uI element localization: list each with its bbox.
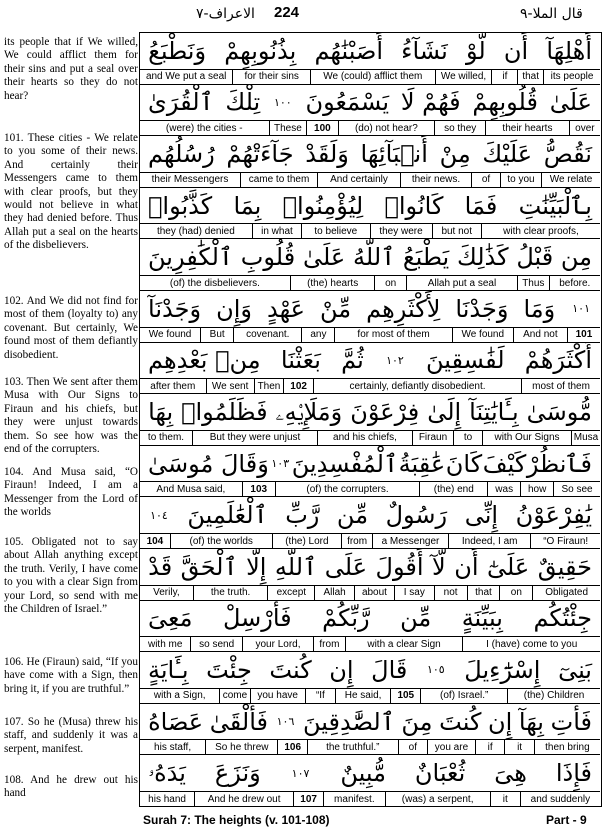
english-row [140, 328, 600, 343]
english-row [140, 792, 600, 807]
arabic-word: بِـَٔايَٰتِنَآ [469, 397, 519, 426]
arabic-word: كُنتَ [439, 707, 482, 736]
english-row [140, 740, 600, 755]
gloss-cell: with clear proofs, [481, 224, 600, 238]
gloss-cell: (the) Children [507, 689, 600, 703]
arabic-word: لَّآ [432, 552, 446, 581]
arabic-word: مِنَ [401, 707, 433, 736]
gloss-cell: their Messengers [151, 174, 229, 186]
arabic-word: جَآءَتْهُمْ [226, 139, 294, 168]
gloss-cell: with a Sign, [153, 690, 206, 702]
gloss-cell: with Our Signs [482, 431, 571, 445]
gloss-cell: So he threw [205, 740, 277, 754]
gloss-cell: so they [434, 121, 485, 135]
arabic-row [140, 33, 600, 70]
translation-column [4, 36, 138, 806]
arabic-word: مُّوسَىٰ [526, 397, 592, 426]
arabic-word: كَانَ [445, 449, 483, 478]
arabic-row [140, 704, 600, 741]
gloss-cell: (do) not hear? [338, 121, 435, 135]
arabic-word: عَٰقِبَةُ [398, 449, 446, 478]
arabic-word: أَصَبْنَٰهُم [314, 36, 384, 65]
gloss-cell: then bring [534, 740, 600, 754]
gloss-cell: manifest. [323, 792, 384, 806]
verse-number: 104. [4, 466, 24, 478]
surah-title: Surah 7: The heights (v. 101-108) [143, 813, 330, 827]
gloss-cell: Allah [314, 586, 354, 600]
arabic-word: فَأَلْقَىٰ [209, 707, 268, 736]
translation-verse [4, 466, 138, 520]
verse-text: Obligated not to say about Allah anything except the truth. Verily, I have come to you with a clear Sign from your Lord, so send with me the Children of Israel.” [4, 536, 139, 616]
arabic-word: قُلُوبِهِمْ [472, 88, 538, 117]
translation-verse [4, 132, 138, 253]
arabic-word: وَجَدْنَا [455, 294, 509, 323]
gloss-cell: And not [513, 328, 567, 342]
gloss-cell: except [267, 586, 314, 600]
part-label: Part - 9 [546, 813, 587, 827]
gloss-cell: of [398, 740, 427, 754]
translation-verse [4, 774, 138, 801]
gloss-cell: I (have) come to you [462, 637, 600, 651]
arabic-word: رَّبِّ [285, 501, 320, 530]
gloss-cell: in what [252, 224, 301, 238]
arabic-word: وَنَزَعَ [214, 759, 261, 788]
gloss-cell: 105 [390, 689, 420, 703]
gloss-cell: (were) the cities - [165, 122, 243, 134]
arabic-row [140, 755, 600, 792]
gloss-cell: they were [370, 224, 432, 238]
verse-number: 103. [4, 376, 24, 388]
arabic-word: فَمَا [464, 191, 498, 220]
verse-number: 107. [4, 716, 24, 728]
gloss-cell: before. [549, 276, 600, 290]
gloss-cell: (was) a serpent, [385, 792, 490, 806]
arabic-word: رَّبِّكُمْ [322, 604, 370, 633]
gloss-cell: it [504, 740, 533, 754]
translation-verse [4, 656, 138, 696]
arabic-word: مِّن [336, 501, 369, 530]
verse-text: These cities - We relate to you some of their news. And certainly their Messengers came to them with clear proofs, but they would not believe in what they had denied before. Thus Allah put a seal on the hearts of the disbelievers. [4, 132, 138, 252]
gloss-cell: over [569, 121, 600, 135]
arabic-word: جِئْتَ [206, 655, 252, 684]
arabic-word: فَهُمْ لَا [400, 88, 461, 117]
english-row [140, 224, 600, 239]
verse-number: 105. [4, 536, 24, 548]
gloss-cell: “If [305, 689, 335, 703]
arabic-word: ٱلْقُرَىٰ [148, 88, 214, 117]
arabic-word: ٱلْعَٰلَمِينَ [187, 501, 268, 530]
arabic-word: لَّوْ [466, 36, 486, 65]
gloss-cell: We (could) afflict them [310, 70, 434, 84]
arabic-row [140, 394, 600, 431]
arabic-row [140, 446, 600, 483]
english-row [140, 431, 600, 446]
arabic-word: فَأْتِ [550, 707, 592, 736]
gloss-cell: his staff, [154, 741, 192, 753]
english-row [140, 173, 600, 188]
page-number: 224 [274, 4, 300, 21]
arabic-word: مَعِىَ [148, 604, 193, 633]
arabic-word: ٱلْمُفْسِدِينَ [291, 449, 399, 478]
gloss-cell: 107 [293, 792, 323, 806]
gloss-cell: But [200, 328, 233, 342]
verse-number: 108. [4, 774, 24, 786]
arabic-word: مِّنْ [320, 294, 352, 323]
gloss-cell: from [341, 534, 372, 548]
arabic-word: مِنۢ بَعْدِهِم [148, 346, 261, 375]
english-row [140, 534, 600, 549]
arabic-word: مِنْ [439, 139, 471, 168]
english-row [140, 379, 600, 394]
arabic-word: عَلَيْكَ [482, 139, 533, 168]
gloss-cell: He said, [335, 689, 390, 703]
arabic-word: بِمَا [233, 191, 262, 220]
arabic-word: مِن قَبْلُ [516, 243, 592, 272]
gloss-cell: the truthful.” [307, 740, 398, 754]
verse-marker: ١٠٢ [386, 353, 404, 367]
gloss-cell: you have [250, 689, 305, 703]
verse-text: its people that if We willed, We could afflict them for their sins and put a seal over their hearts so they do not hear? [4, 36, 138, 102]
arabic-word: نَشَآءُ [401, 36, 448, 65]
verse-marker: ١٠٥ [426, 663, 445, 677]
gloss-cell: it [490, 792, 520, 806]
arabic-word: رَسُولٌ [385, 501, 448, 530]
arabic-word: أَنۢبَآئِهَا [360, 139, 428, 168]
arabic-word: قَدْ [148, 552, 173, 581]
gloss-cell: that [467, 586, 500, 600]
arabic-word: وَقَالَ مُوسَىٰ [148, 449, 269, 478]
arabic-word: ثُمَّ [341, 346, 364, 375]
gloss-cell: any [301, 328, 334, 342]
english-row [140, 276, 600, 291]
translation-verse [4, 295, 138, 362]
arabic-word: فِرْعَوْنَ [350, 397, 420, 426]
verse-text: And he drew out his hand [4, 774, 138, 800]
arabic-word: نَقُصُّ [543, 139, 592, 168]
arabic-word: فَأَرْسِلْ [222, 604, 292, 633]
gloss-cell: their hearts [485, 121, 569, 135]
arabic-word: بِبَيِّنَةٍ [461, 604, 503, 633]
arabic-word: عَصَاهُ [148, 707, 204, 736]
english-row [140, 121, 600, 136]
arabic-word: كَيْفَ [482, 449, 527, 478]
gloss-cell: Then [254, 379, 284, 393]
arabic-word: ثُعْبَانٌ [414, 759, 466, 788]
gloss-cell: about [354, 586, 394, 600]
gloss-cell: to [453, 431, 482, 445]
gloss-cell: 103 [242, 482, 275, 496]
gloss-cell: so send [190, 637, 241, 651]
gloss-cell: not [434, 586, 467, 600]
gloss-cell: Indeed, I am [448, 534, 530, 548]
arabic-word: أَن [503, 36, 529, 65]
gloss-cell: to believe [301, 224, 369, 238]
arabic-word: لَفَٰسِقِينَ [426, 346, 505, 375]
gloss-cell: (the) hearts [290, 276, 375, 290]
gloss-cell: after them [150, 380, 196, 392]
gloss-cell: Thus [517, 276, 549, 290]
gloss-cell: a Messenger [372, 534, 448, 548]
arabic-word: كَانُوا۟ [384, 191, 444, 220]
gloss-cell: We willed, [435, 70, 492, 84]
arabic-row [140, 291, 600, 328]
arabic-word: عَلَى ٱللَّهِ [274, 552, 368, 581]
arabic-word: بِذُنُوبِهِمْ [224, 36, 297, 65]
verse-marker: ١٠٤ [150, 508, 168, 522]
arabic-word: أَن [454, 552, 479, 581]
arabic-word: إِسْرَٰٓءِيلَ [464, 655, 541, 684]
surah-label: الاعراف-٧ [196, 6, 255, 22]
english-row [140, 70, 600, 85]
arabic-word: وَجَدْنَآ [148, 294, 202, 323]
verse-marker: ١٠٠ [273, 95, 292, 109]
verse-marker: ١٠٦ [276, 715, 295, 729]
gloss-cell: And Musa said, [156, 483, 226, 495]
arabic-word: بِٱلْبَيِّنَٰتِ [518, 191, 592, 220]
gloss-cell: and suddenly [520, 792, 600, 806]
gloss-cell: covenant. [233, 328, 301, 342]
arabic-word: بَنِىٓ [558, 655, 592, 684]
gloss-cell: 104 [146, 535, 164, 547]
arabic-word: وَمَلَإِي۟هِۦ [275, 397, 343, 426]
english-row [140, 586, 600, 601]
gloss-cell: how [520, 482, 553, 496]
arabic-word: رُسُلُهُم [148, 139, 215, 168]
arabic-word: أَكْثَرَهُمْ [524, 346, 592, 375]
gloss-cell: certainly, defiantly disobedient. [313, 379, 521, 393]
arabic-word: بَعَثْنَا [280, 346, 321, 375]
gloss-cell: to them. [147, 432, 185, 444]
arabic-word: مُّبِينٌ [340, 759, 386, 788]
verse-number: 102. [4, 295, 24, 307]
gloss-cell: you are [427, 740, 475, 754]
gloss-cell: and We put a seal [145, 71, 227, 83]
arabic-word: أَقُولَ [375, 552, 424, 581]
gloss-cell: and his chiefs, [317, 431, 412, 445]
gloss-cell: 100 [306, 121, 337, 135]
translation-verse [4, 36, 138, 103]
arabic-row [140, 239, 600, 276]
gloss-cell: Firaun [412, 431, 453, 445]
gloss-cell: to you [500, 173, 541, 187]
gloss-cell: but not [432, 224, 481, 238]
translation-verse [4, 376, 138, 456]
gloss-cell: most of them [521, 379, 600, 393]
arabic-row [140, 549, 600, 586]
gloss-cell: We found [452, 328, 513, 342]
gloss-cell: But they were unjust [192, 431, 317, 445]
arabic-word: وَنَطْبَعُ [148, 36, 207, 65]
gloss-cell: (of) the worlds [170, 534, 272, 548]
arabic-word: يَسْمَعُونَ [305, 88, 390, 117]
arabic-word: ٱلْكَٰفِرِينَ [148, 243, 233, 272]
arabic-word: مِّن [400, 604, 432, 633]
arabic-word: بِـَٔايَةٍ [148, 655, 189, 684]
arabic-word: لِيُؤْمِنُوا۟ [282, 191, 364, 220]
verse-marker: ١٠١ [572, 302, 590, 316]
gloss-cell: Musa [571, 431, 600, 445]
gloss-cell: the truth. [193, 586, 268, 600]
gloss-cell: its people [543, 70, 600, 84]
gloss-cell: with me [147, 638, 183, 650]
arabic-row [140, 652, 600, 689]
arabic-word: كَذَٰلِكَ [457, 243, 509, 272]
arabic-word: إِلَّا [246, 552, 267, 581]
verse-text: He (Firaun) said, “If you have come with a Sign, then bring it, if you are truthful.” [4, 656, 138, 695]
arabic-row [140, 85, 600, 122]
gloss-cell: came to them [240, 173, 317, 187]
arabic-word: عَلَىٰ [549, 88, 592, 117]
verse-marker: ١٠٧ [291, 766, 310, 780]
gloss-cell: We found [148, 329, 192, 341]
english-row [140, 482, 600, 497]
translation-verse [4, 536, 138, 616]
arabic-word: إِلَىٰ [427, 397, 462, 426]
arabic-word: فَٱنظُرْ [526, 449, 592, 478]
gloss-cell: your Lord, [242, 637, 313, 651]
juz-label: قال الملا-٩ [520, 6, 583, 22]
gloss-cell: I say [394, 586, 434, 600]
gloss-cell: on [374, 276, 406, 290]
arabic-word: فَإِذَا [555, 759, 592, 788]
gloss-cell: Verily, [153, 587, 180, 599]
arabic-word: وَلَقَدْ [305, 139, 349, 168]
gloss-cell: that [517, 70, 543, 84]
arabic-row [140, 136, 600, 173]
gloss-cell: of [471, 173, 500, 187]
gloss-cell: (the) end [419, 482, 487, 496]
verse-number: 101. [4, 132, 24, 144]
gloss-cell: (the) Lord [272, 534, 342, 548]
arabic-word: كَذَّبُوا۟ [148, 191, 213, 220]
arabic-word: تِلْكَ [225, 88, 261, 117]
arabic-word: قَالَ [371, 655, 408, 684]
arabic-word: وَمَا [523, 294, 556, 323]
gloss-cell: (of) the disbelievers. [169, 277, 260, 289]
gloss-cell: So see [553, 482, 600, 496]
arabic-word: عَلَىٰٓ [486, 552, 530, 581]
arabic-word: ٱلصَّٰدِقِينَ [302, 707, 395, 736]
gloss-cell: their news. [400, 173, 471, 187]
arabic-word: حَقِيقٌ [537, 552, 592, 581]
gloss-cell: These [269, 121, 307, 135]
gloss-cell: We relate [541, 173, 600, 187]
word-by-word-grid [139, 32, 602, 807]
gloss-cell: with a clear Sign [345, 637, 463, 651]
gloss-cell: Allah put a seal [406, 276, 517, 290]
gloss-cell: 101 [567, 328, 600, 342]
verse-marker: ١٠٣ [271, 457, 290, 471]
verse-text: Then We sent after them Musa with Our Signs to Firaun and his chiefs, but they were unjust towards them. So see how was the end of the corrupters. [4, 376, 138, 456]
arabic-word: هِىَ [494, 759, 527, 788]
gloss-cell: Obligated [532, 586, 600, 600]
gloss-cell: 102 [283, 379, 313, 393]
gloss-cell: And he drew out [194, 792, 293, 806]
arabic-word: فَظَلَمُوا۟ [181, 397, 268, 426]
translation-verse [4, 716, 138, 756]
arabic-word: عَلَىٰ [302, 243, 346, 272]
arabic-word: يَطْبَعُ ٱللَّهُ [353, 243, 450, 272]
gloss-cell: they (had) denied [156, 225, 235, 237]
gloss-cell: (of) the corrupters. [275, 482, 420, 496]
gloss-cell: for most of them [334, 328, 451, 342]
arabic-word: قُلُوبِ [240, 243, 296, 272]
arabic-word: يَدَهُۥ [148, 759, 186, 788]
arabic-row [140, 497, 600, 534]
gloss-cell: (of) Israel.” [420, 689, 507, 703]
arabic-word: لِأَكْثَرِهِم [366, 294, 441, 323]
arabic-word: إِن [329, 655, 354, 684]
arabic-word: عَهْدٍ [266, 294, 305, 323]
arabic-word: جِئْتُكُم [533, 604, 592, 633]
arabic-word: إِنِّى [464, 501, 499, 530]
gloss-cell: for their sins [232, 70, 310, 84]
arabic-word: أَهْلِهَآ [546, 36, 592, 65]
english-row [140, 689, 600, 704]
arabic-word: بِهَا [148, 397, 174, 426]
english-row [140, 637, 600, 652]
gloss-cell: was [487, 482, 520, 496]
gloss-cell: if [491, 70, 517, 84]
arabic-word: إِن [488, 707, 513, 736]
page-footer [0, 808, 604, 833]
gloss-cell: “O Firaun! [530, 534, 600, 548]
gloss-cell: his hand [148, 793, 186, 805]
gloss-cell: We sent [206, 379, 254, 393]
page-header [0, 0, 604, 32]
verse-text: So he (Musa) threw his staff, and suddenly it was a serpent, manifest. [4, 716, 139, 755]
arabic-row [140, 601, 600, 638]
arabic-word: ٱلْحَقَّ [180, 552, 238, 581]
gloss-cell: if [475, 740, 504, 754]
arabic-word: كُنتَ [269, 655, 312, 684]
verse-text: And Musa said, “O Firaun! Indeed, I am a Messenger from the Lord of the worlds [4, 466, 138, 519]
gloss-cell: from [313, 637, 345, 651]
arabic-word: يَٰفِرْعَوْنُ [515, 501, 592, 530]
arabic-row [140, 343, 600, 380]
verse-text: And We did not find for most of them (loyalty to) any covenant. But certainly, We found most of them defiantly disobedient. [4, 295, 138, 361]
arabic-word: وَإِن [216, 294, 252, 323]
verse-number: 106. [4, 656, 24, 668]
arabic-row [140, 188, 600, 225]
arabic-word: بِهَآ [518, 707, 544, 736]
gloss-cell: And certainly [317, 173, 400, 187]
gloss-cell: 106 [277, 740, 306, 754]
gloss-cell: come [219, 689, 249, 703]
gloss-cell: on [499, 586, 532, 600]
